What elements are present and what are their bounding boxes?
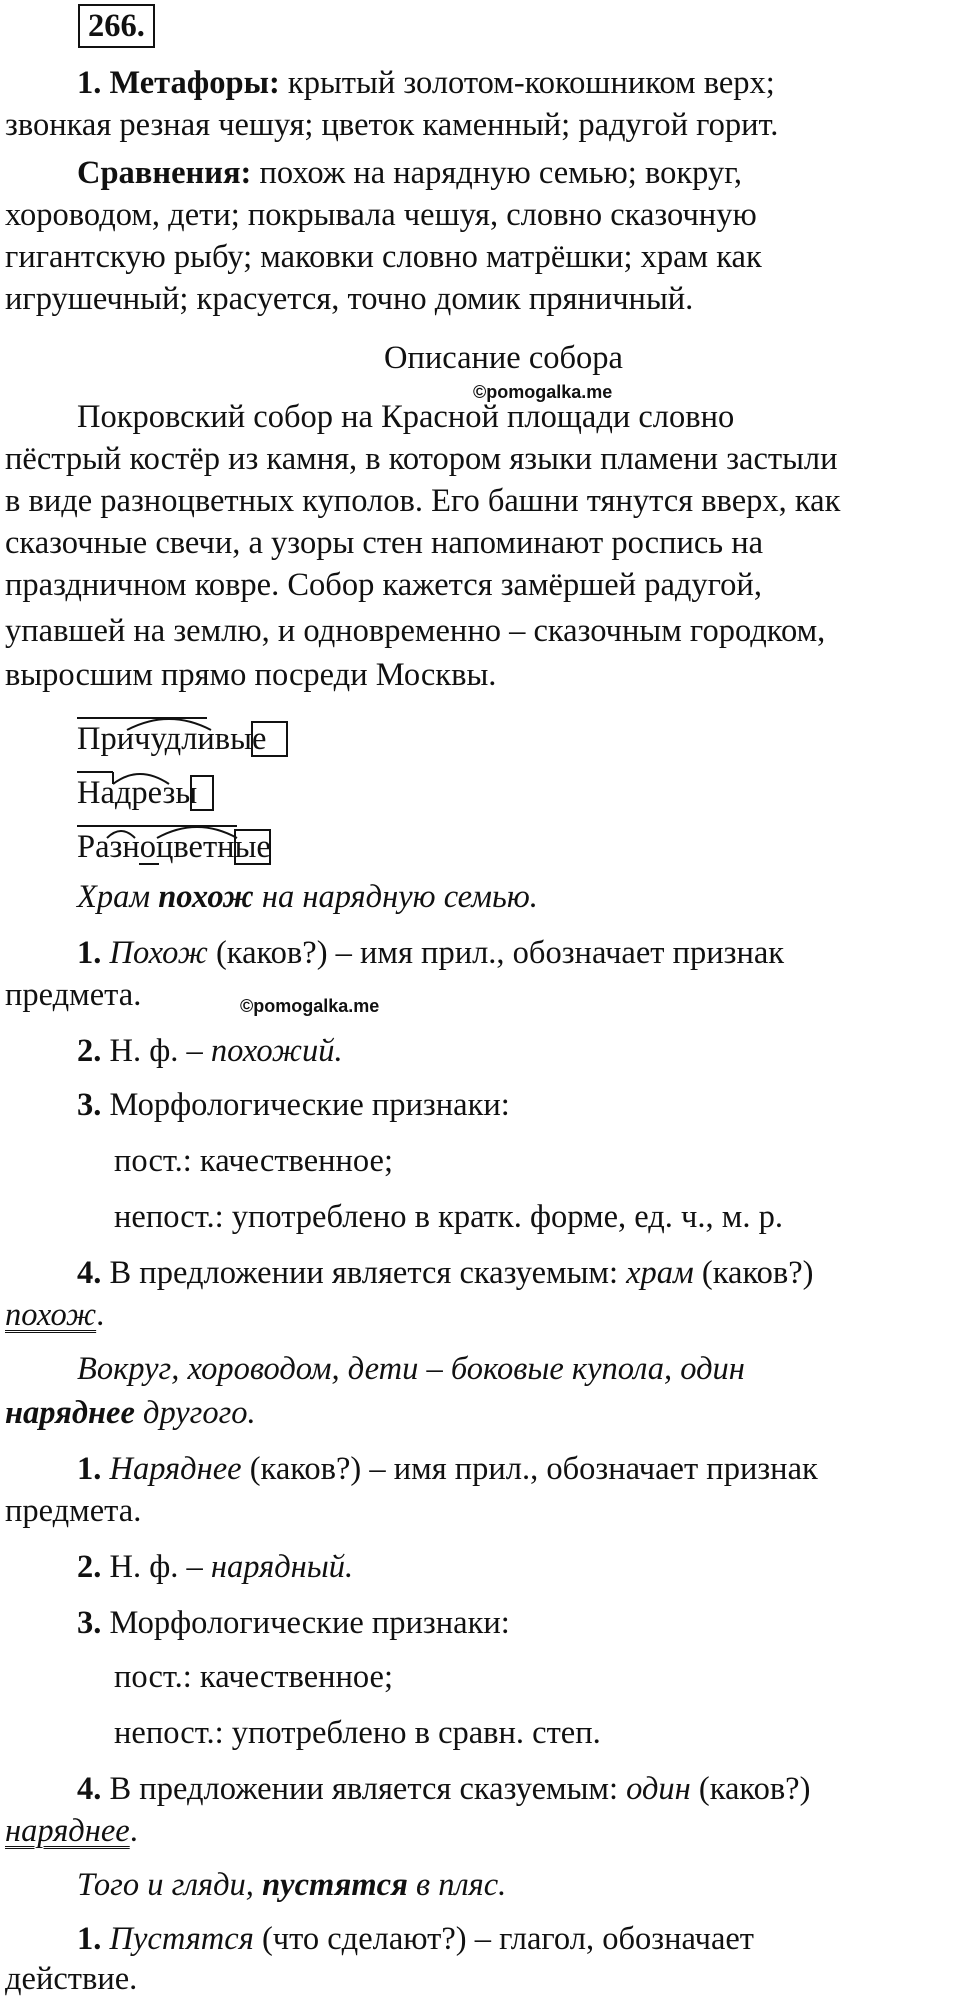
comparisons-line-3: гигантскую рыбу; маковки словно матрёшки; храм как (5, 239, 762, 275)
a2-p1-text: (каков?) – имя прил., обозначает признак (241, 1451, 818, 1487)
a2-p4-pred: наряднее (5, 1813, 130, 1849)
comparisons-text-1: похож на нарядную семью; вокруг, (259, 155, 742, 191)
sentence-2-line-1: Вокруг, хороводом, дети – боковые купола, один (77, 1351, 745, 1387)
a1-p4-dot: . (96, 1297, 105, 1333)
morpheme-text-2 (77, 772, 197, 814)
a1-p1-text: (каков?) – имя прил., обозначает признак (207, 935, 785, 971)
essay-line-5: праздничном ковре. Собор кажется замёршей радугой, (5, 567, 762, 603)
a3-point-1-cont: действие. (5, 1961, 138, 1997)
a1-p2-word: похожий. (210, 1033, 343, 1069)
sentence-2-post: другого. (134, 1395, 256, 1431)
essay-line-7: выросшим прямо посреди Москвы. (5, 657, 497, 693)
comparisons-label: Сравнения: (77, 155, 252, 191)
a2-point-2 (77, 1546, 353, 1588)
metaphors-line-2: звонкая резная чешуя; цветок каменный; радугой горит. (5, 107, 779, 143)
a2-p1-word: Наряднее (109, 1451, 242, 1487)
sentence-1-post: на нарядную семью. (253, 879, 538, 915)
essay-line-4: сказочные свечи, а узоры стен напоминают роспись на (5, 525, 764, 561)
a1-p3-num: 3. (77, 1087, 102, 1123)
a2-point-4 (77, 1768, 810, 1810)
morpheme-root-3b: цветн (155, 829, 235, 865)
a2-p4-text: В предложении является сказуемым: (109, 1771, 627, 1807)
task-number: 266. (78, 4, 155, 48)
a1-nonconst: непост.: употреблено в кратк. форме, ед. ч., м. р. (114, 1199, 783, 1235)
morpheme-word-3 (77, 820, 377, 868)
a1-const: пост.: качественное; (114, 1143, 394, 1179)
metaphors-line-1 (77, 62, 775, 104)
essay-line-2: пёстрый костёр из камня, в котором языки пламени застыли (5, 441, 838, 477)
a1-p3-text: Морфологические признаки: (109, 1087, 510, 1123)
a2-point-1-cont: предмета. (5, 1493, 142, 1529)
morpheme-connector-3: о (139, 829, 156, 865)
a2-p1-num: 1. (77, 1451, 102, 1487)
sentence-3-post: в пляс. (407, 1867, 507, 1903)
sentence-2-bold: наряднее (5, 1395, 135, 1431)
essay-line-1: Покровский собор на Красной площади словно (77, 399, 735, 435)
watermark-2: ©pomogalka.me (240, 996, 380, 1016)
example-sentence-2-cont (5, 1392, 256, 1434)
a1-p4-subj: храм (626, 1255, 694, 1291)
a1-point-1 (77, 932, 784, 974)
a1-p4-q: (каков?) (693, 1255, 814, 1291)
a1-p2-text: Н. ф. – (109, 1033, 211, 1069)
a1-p1-word: Похож (109, 935, 208, 971)
a2-p3-num: 3. (77, 1605, 102, 1641)
sentence-3-bold: пустятся (262, 1867, 408, 1903)
a3-point-1 (77, 1918, 754, 1960)
a2-p3-text: Морфологические признаки: (109, 1605, 510, 1641)
comparisons-line-4: игрушечный; красуется, точно домик пряничный. (5, 281, 694, 317)
a1-p2-num: 2. (77, 1033, 102, 1069)
watermark-1: ©pomogalka.me (473, 382, 613, 402)
comparisons-line-1 (77, 152, 742, 194)
morpheme-root-1: Причудлив (77, 721, 231, 757)
example-sentence-1 (77, 876, 538, 918)
a2-nonconst: непост.: употреблено в сравн. степ. (114, 1715, 601, 1751)
a2-point-3 (77, 1602, 510, 1644)
morpheme-word-1 (77, 712, 377, 760)
essay-line-3: в виде разноцветных куполов. Его башни тянутся вверх, как (5, 483, 841, 519)
a3-p1-text: (что сделают?) – глагол, обозначает (253, 1921, 755, 1957)
example-sentence-3 (77, 1864, 506, 1906)
a1-point-2 (77, 1030, 343, 1072)
a2-point-1 (77, 1448, 818, 1490)
metaphors-label: 1. Метафоры: (77, 65, 280, 101)
morpheme-suffix-1: ы (230, 721, 252, 757)
sentence-1-bold: похож (158, 879, 254, 915)
a1-point-1-cont: предмета. (5, 977, 142, 1013)
essay-line-6: упавшей на землю, и одновременно – сказочным городком, (5, 613, 826, 649)
a1-point-4-cont (5, 1294, 104, 1336)
a2-p2-num: 2. (77, 1549, 102, 1585)
a1-point-3 (77, 1084, 510, 1126)
a3-p1-word: Пустятся (109, 1921, 254, 1957)
a1-p1-num: 1. (77, 935, 102, 971)
a1-p4-text: В предложении является сказуемым: (109, 1255, 627, 1291)
example-sentence-2 (77, 1348, 745, 1390)
morpheme-stem-2: Надрез (77, 775, 176, 811)
morpheme-ending-3: ые (234, 829, 271, 865)
a2-p4-dot: . (129, 1813, 138, 1849)
metaphors-text-1: крытый золотом-кокошником верх; (287, 65, 775, 101)
a3-p1-num: 1. (77, 1921, 102, 1957)
morpheme-ending-1: е (252, 721, 267, 757)
a2-const: пост.: качественное; (114, 1659, 394, 1695)
morpheme-root-3a: Разн (77, 829, 140, 865)
a2-point-4-cont (5, 1810, 138, 1852)
a2-p4-num: 4. (77, 1771, 102, 1807)
morpheme-word-2 (77, 766, 377, 814)
a1-p4-num: 4. (77, 1255, 102, 1291)
a2-p2-word: нарядный. (210, 1549, 354, 1585)
sentence-3-pre: Того и гляди, (77, 1867, 263, 1903)
essay-title: Описание собора (384, 340, 623, 376)
a1-p4-pred: похож (5, 1297, 97, 1333)
a2-p4-q: (каков?) (690, 1771, 811, 1807)
a2-p4-subj: один (626, 1771, 691, 1807)
sentence-1-pre: Храм (77, 879, 159, 915)
comparisons-line-2: хороводом, дети; покрывала чешуя, словно сказочную (5, 197, 757, 233)
morpheme-ending-2: ы (175, 775, 198, 811)
a2-p2-text: Н. ф. – (109, 1549, 211, 1585)
a1-point-4 (77, 1252, 813, 1294)
